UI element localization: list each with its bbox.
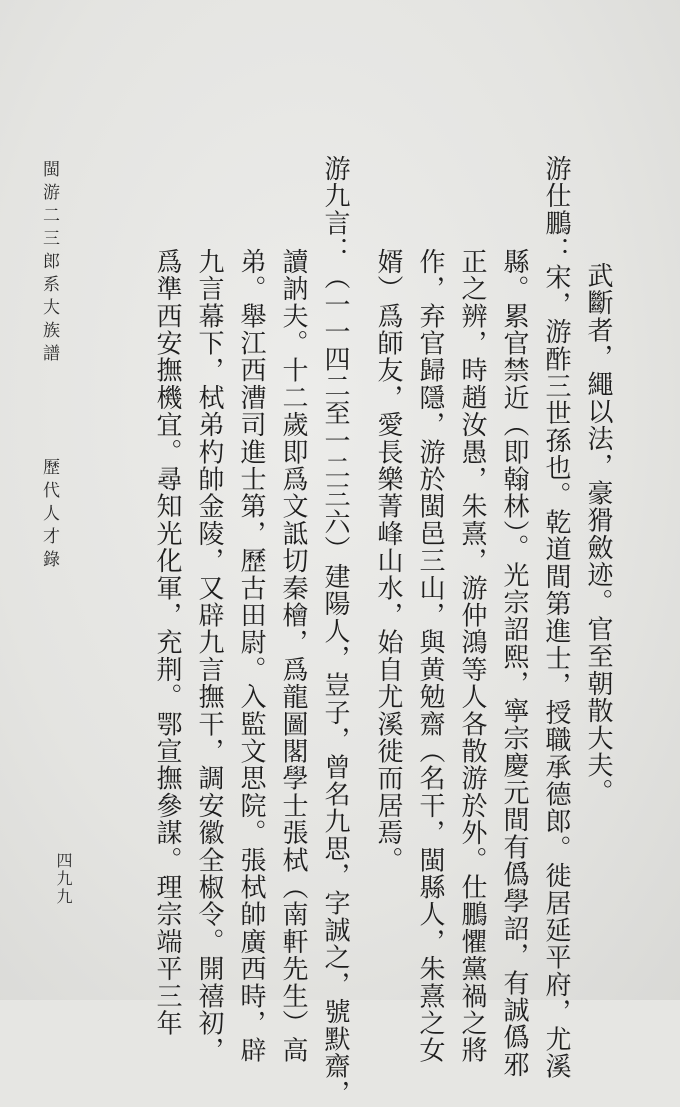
page-number: 四九九 xyxy=(54,852,73,906)
text-column: 九言幕下，栻弟杓帥金陵，又辟九言撫干，調安徽全椒令。開禧初， xyxy=(194,248,224,1064)
text-column: 正之辨，時趙汝愚，朱熹，游仲鴻等人各散游於外。仕鵬懼黨禍之將 xyxy=(457,248,487,1064)
text-column: 武斷者，繩以法，豪猾斂迹。官至朝散大夫。 xyxy=(583,262,613,806)
section-title: 歷代人才錄 xyxy=(39,458,59,573)
text-column: 弟。舉江西漕司進士第，歷古田尉。入監文思院。張栻帥廣西時，辟 xyxy=(236,248,266,1064)
text-column: 爲準西安撫機宜。尋知光化軍，充荆。鄂宣撫參謀。理宗端平三年 xyxy=(152,248,182,1037)
text-column: 讀訥夫。十二歲即爲文詆切秦檜，爲龍圖閣學士張栻（南軒先生）高 xyxy=(278,248,308,1064)
book-title: 閩游二三郎系大族譜 xyxy=(39,160,59,367)
text-column: 作，弃官歸隱，游於閩邑三山，與黄勉齋（名干，閩縣人，朱熹之女 xyxy=(415,248,445,1064)
text-column: 游仕鵬：宋，游酢三世孫也。乾道間第進士，授職承德郎。徙居延平府，尤溪 xyxy=(541,155,571,1080)
text-column: 游九言：（一一四二至一二三六）建陽人，豈子，曾名九思，字誠之，號默齋， xyxy=(320,155,350,1107)
text-column: 縣。累官禁近（即翰林）。光宗詔熙，寧宗慶元間有僞學詔，有誠僞邪 xyxy=(499,248,529,1079)
text-column: 婿）爲師友，愛長樂菁峰山水，始自尤溪徙而居焉。 xyxy=(373,248,403,874)
